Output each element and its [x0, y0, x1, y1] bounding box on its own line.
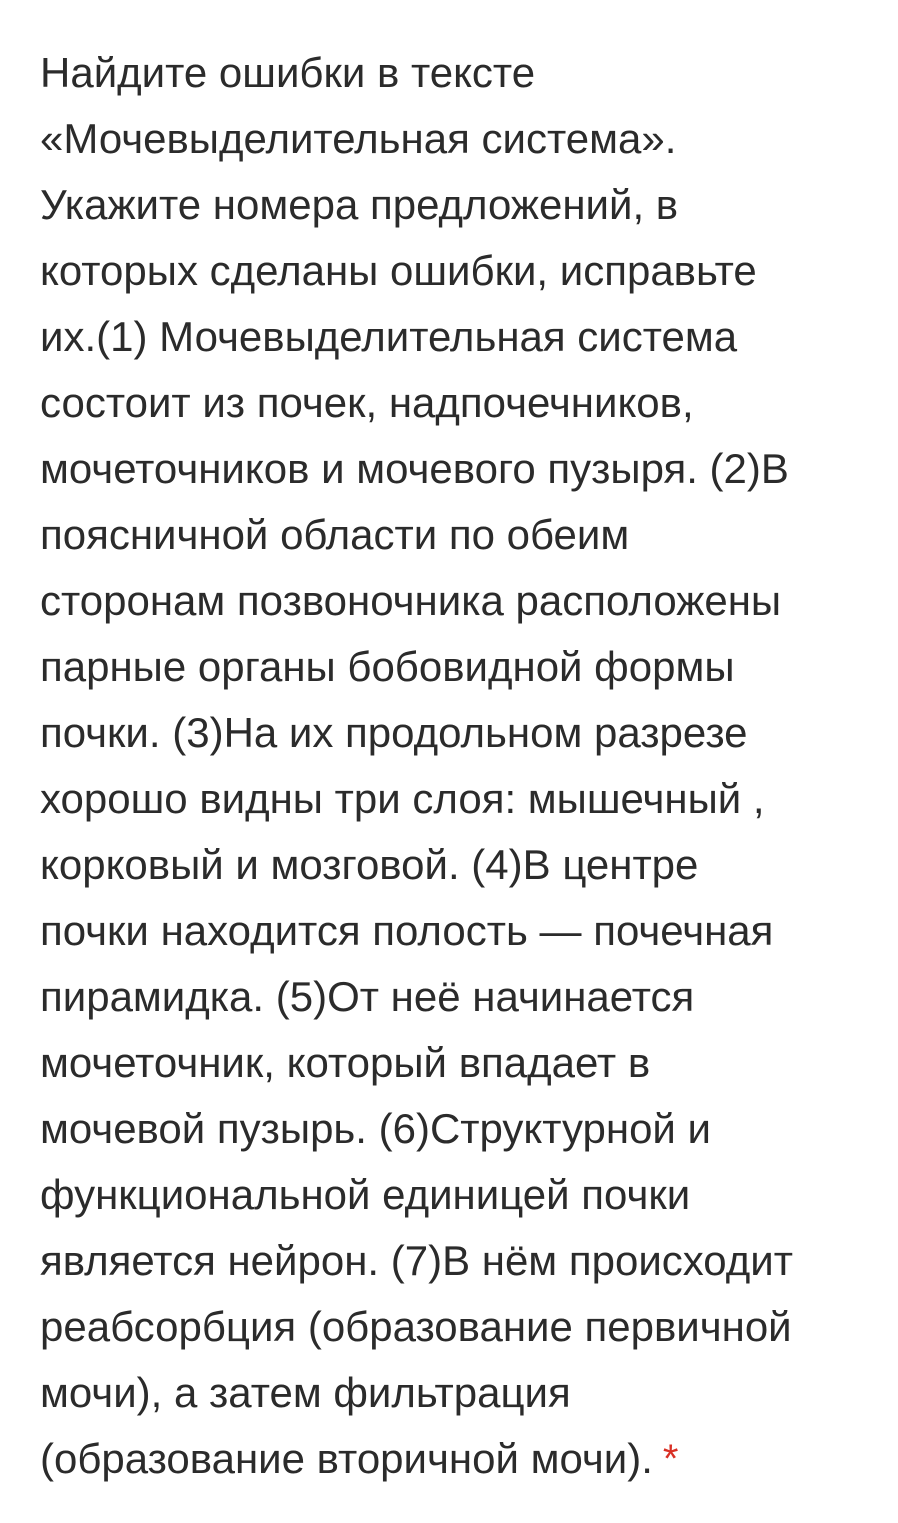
question-text: [40, 40, 870, 1492]
question-line: которых сделаны ошибки, исправьте: [40, 247, 757, 294]
question-line: «Мочевыделительная система».: [40, 115, 677, 162]
question-line: пирамидка. (5)От неё начинается: [40, 973, 695, 1020]
question-line-text: (образование вторичной мочи).: [40, 1435, 653, 1482]
question-line: состоит из почек, надпочечников,: [40, 379, 694, 426]
question-line: хорошо видны три слоя: мышечный ,: [40, 775, 765, 822]
question-line: функциональной единицей почки: [40, 1171, 691, 1218]
question-line: реабсорбция (образование первичной: [40, 1303, 792, 1350]
question-line: их.(1) Мочевыделительная система: [40, 313, 738, 360]
question-line: почки находится полость — почечная: [40, 907, 774, 954]
question-line: мочи), а затем фильтрация: [40, 1369, 571, 1416]
question-line: почки. (3)На их продольном разрезе: [40, 709, 748, 756]
question-line: парные органы бобовидной формы: [40, 643, 735, 690]
question-line: мочеточник, который впадает в: [40, 1039, 651, 1086]
question-line: сторонам позвоночника расположены: [40, 577, 782, 624]
question-last-line: [40, 1426, 870, 1492]
question-line: мочеточников и мочевого пузыря. (2)В: [40, 445, 789, 492]
question-line: Найдите ошибки в тексте: [40, 49, 536, 96]
question-line: является нейрон. (7)В нём происходит: [40, 1237, 793, 1284]
question-line: Укажите номера предложений, в: [40, 181, 679, 228]
required-asterisk: *: [662, 1437, 679, 1481]
question-line: мочевой пузырь. (6)Структурной и: [40, 1105, 712, 1152]
question-line: корковый и мозговой. (4)В центре: [40, 841, 699, 888]
question-line: поясничной области по обеим: [40, 511, 630, 558]
